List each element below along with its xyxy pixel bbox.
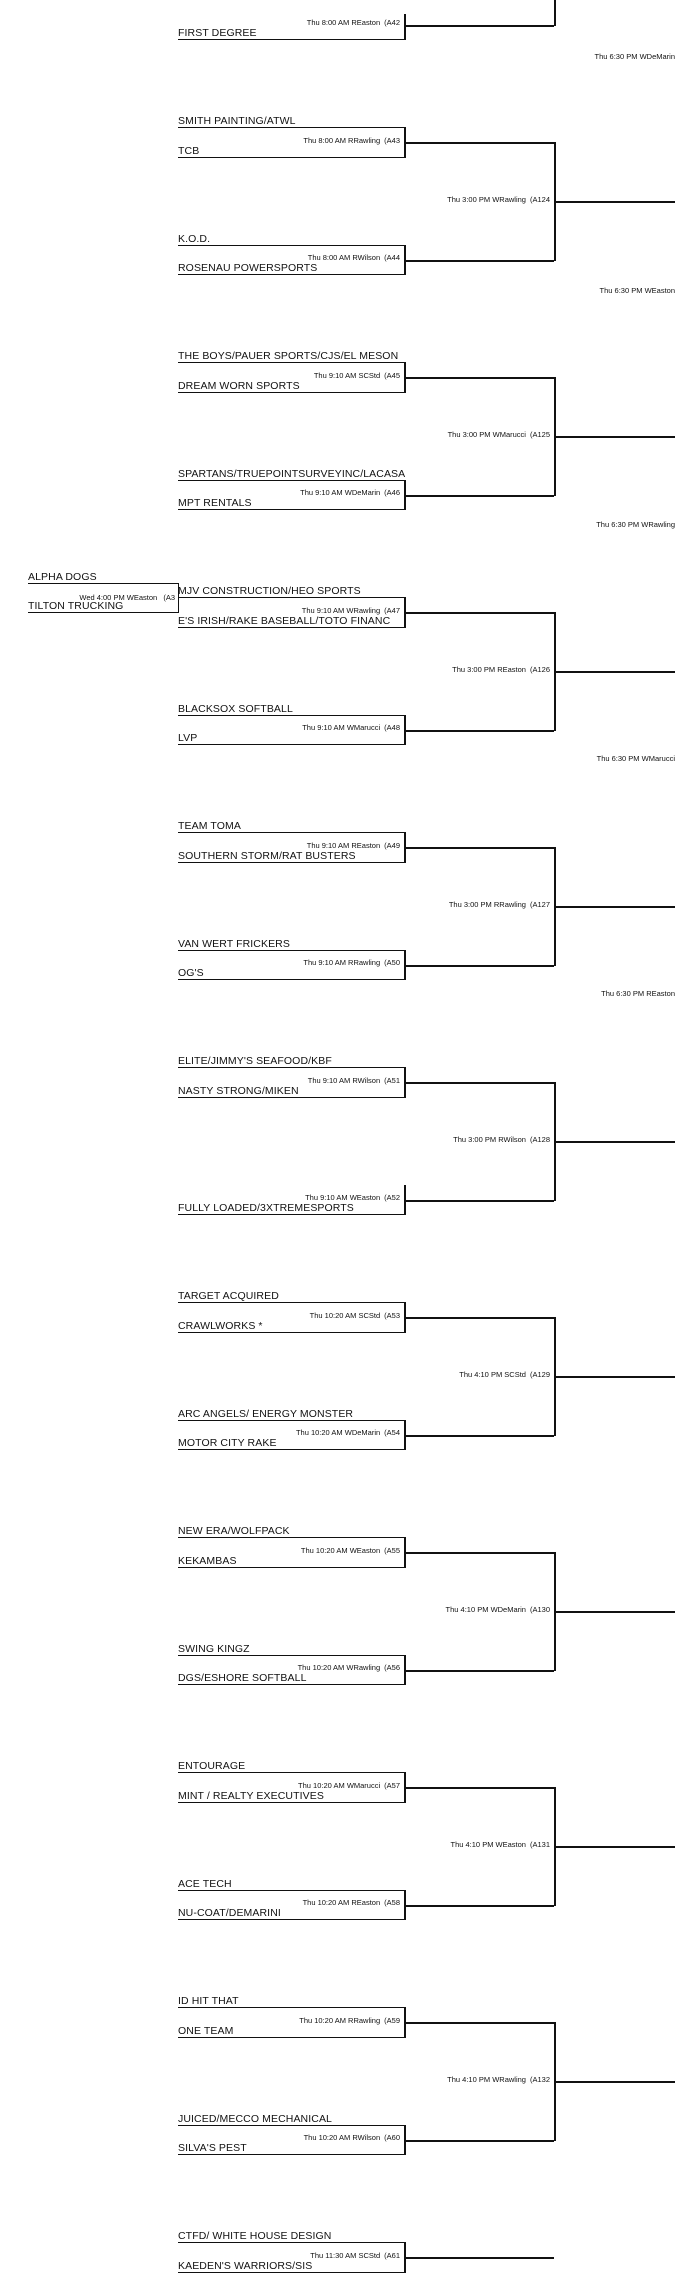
game-time: Thu 8:00 AM [306,18,350,27]
game-field: WRawling [346,605,381,615]
team-name[interactable]: E'S IRISH/RAKE BASEBALL/TOTO FINANC [178,614,391,627]
game-field: WMarucci [346,723,381,732]
game-field: REaston [497,664,526,674]
team-name[interactable]: SMITH PAINTING/ATWL [178,115,296,127]
game-time: Thu 11:30 AM [310,2250,357,2260]
game-time: Thu 10:20 AM [303,2133,351,2142]
bracket-connector [404,1082,554,1084]
game-info [296,1428,400,1437]
team-line [178,950,404,951]
game-code: (A50 [384,958,400,967]
game-time: Thu 9:10 AM [305,1193,348,1202]
game-time: Thu 9:10 AM [306,840,350,850]
game-code: (A3 [163,593,175,602]
bracket-connector [404,612,554,614]
game-time: Thu 10:20 AM [299,2015,346,2025]
bracket-connector [404,2257,554,2259]
team-line [178,509,404,510]
team-name[interactable]: NEW ERA/WOLFPACK [178,1525,290,1537]
team-name[interactable]: ARC ANGELS/ ENERGY MONSTER [178,1407,354,1420]
game-field: WDeMarin [344,488,381,497]
bracket-connector [404,1317,554,1319]
game-field: SCStd [504,1369,526,1379]
team-name[interactable]: KAEDEN'S WARRIORS/SIS [178,2259,313,2272]
game-code: (A43 [384,135,400,145]
game-code: (A129 [529,1369,550,1379]
team-name[interactable]: SWING KINGZ [178,1642,250,1655]
bracket-connector [554,0,556,26]
team-name[interactable]: ELITE/JIMMY'S SEAFOOD/KBF [178,1055,332,1067]
team-line [178,1567,404,1568]
game-field: REaston [351,18,381,27]
game-info [600,286,675,295]
game-code: (A54 [384,1428,400,1437]
team-name[interactable]: TARGET ACQUIRED [178,1290,279,1302]
game-code: (A128 [529,1134,550,1144]
game-field: SCStd [358,1310,381,1320]
game-field: RWilson [352,2133,381,2142]
bracket-connector [404,377,554,379]
bracket-connector [404,1552,554,1554]
team-line [178,2125,404,2126]
team-line [178,832,404,833]
game-time: Thu 10:20 AM [297,1663,345,1672]
bracket-connector [554,2081,675,2083]
game-code: (A55 [384,1545,400,1555]
game-field: WDeMarin [490,1604,526,1614]
team-name[interactable]: ACE TECH [178,1877,232,1890]
bracket-connector [554,201,675,203]
team-name[interactable]: MINT / REALTY EXECUTIVES [178,1789,324,1802]
team-line [178,1772,404,1773]
game-info [305,1193,400,1202]
team-line [178,157,404,158]
team-name[interactable]: THE BOYS/PAUER SPORTS/CJS/EL MESON [178,350,399,362]
game-field: RWilson [352,253,381,262]
team-name[interactable]: FULLY LOADED/3XTREMESPORTS [178,1202,354,1214]
game-info [302,606,400,615]
game-info [451,1840,551,1849]
team-line [178,1537,404,1538]
game-info [303,136,400,145]
bracket-connector [404,2140,554,2142]
game-field: WEaston [349,1545,381,1555]
team-name[interactable]: ID HIT THAT [178,1995,239,2007]
team-line [178,1302,404,1303]
game-info [298,1663,400,1672]
game-code: (A124 [529,194,550,204]
game-info [448,430,550,439]
team-line [178,1214,404,1215]
game-field: WDeMarin [639,52,675,61]
game-time: Thu 3:00 PM [453,1134,497,1144]
game-time: Thu 10:20 AM [295,1428,343,1437]
bracket-connector [554,671,675,673]
team-name[interactable]: NU-COAT/DEMARINI [178,1907,281,1919]
bracket-connector [404,25,554,27]
team-name[interactable]: K.O.D. [178,232,211,245]
game-time: Thu 6:30 PM [601,989,645,998]
game-field: WMarucci [346,1780,381,1790]
game-time: Thu 9:10 AM [301,605,345,615]
game-field: SCStd [358,2250,381,2260]
game-field: RRawling [348,2015,381,2025]
game-time: Thu 10:20 AM [300,1545,348,1555]
game-info [307,841,400,850]
game-code: (A56 [384,1663,400,1672]
game-code: (A46 [384,488,400,497]
game-code: (A52 [384,1193,400,1202]
game-field: REaston [351,840,381,850]
game-info [310,1311,400,1320]
team-name[interactable]: OG'S [178,967,204,979]
game-time: Wed 4:00 PM [79,593,125,602]
game-time: Thu 9:10 AM [300,488,343,497]
game-field: REaston [646,989,675,998]
game-info [298,1781,400,1790]
team-line [178,39,404,40]
bracket-connector [554,1611,675,1613]
team-name[interactable]: TEAM TOMA [178,820,241,832]
team-line [178,1097,404,1098]
team-name[interactable]: FIRST DEGREE [178,27,257,39]
game-info [447,2075,550,2084]
bracket-connector [404,495,554,497]
team-line [178,862,404,863]
team-line [178,1420,404,1421]
game-code: (A60 [384,2133,400,2142]
game-info [307,18,400,27]
game-field: REaston [351,1898,381,1907]
bracket-connector [404,1670,554,1672]
game-info [447,195,550,204]
team-name[interactable]: MJV CONSTRUCTION/HEO SPORTS [178,585,361,597]
team-line [28,583,178,584]
game-field: WEaston [126,593,158,602]
game-code: (A125 [529,429,550,439]
team-line [178,1332,404,1333]
bracket-connector [554,1376,675,1378]
game-time: Thu 10:20 AM [298,1780,345,1790]
game-code: (A45 [384,370,400,380]
game-time: Thu 6:30 PM [596,754,640,763]
game-info [303,1898,400,1907]
game-time: Thu 9:10 AM [303,958,346,967]
game-code: (A132 [529,2074,550,2084]
team-name[interactable]: VAN WERT FRICKERS [178,937,290,950]
team-name[interactable]: DREAM WORN SPORTS [178,379,300,392]
game-time: Thu 10:20 AM [302,1898,350,1907]
bracket-connector [554,906,675,908]
team-line [178,2272,404,2273]
team-line [178,627,404,628]
team-name[interactable]: BLACKSOX SOFTBALL [178,702,293,715]
team-line [178,2154,404,2155]
team-name[interactable]: ONE TEAM [178,2024,234,2037]
team-line [178,2037,404,2038]
team-name[interactable]: SOUTHERN STORM/RAT BUSTERS [178,849,356,862]
game-code: (A126 [529,664,550,674]
team-name[interactable]: TCB [178,144,200,157]
game-time: Thu 6:30 PM [594,52,638,61]
game-info [300,488,400,497]
game-field: RWilson [498,1134,526,1144]
game-time: Thu 9:10 AM [307,1075,351,1085]
team-name[interactable]: NASTY STRONG/MIKEN [178,1084,299,1097]
team-name[interactable]: CTFD/ WHITE HOUSE DESIGN [178,2230,332,2242]
team-line [178,274,404,275]
team-name[interactable]: CRAWLWORKS * [178,1319,263,1332]
team-line [178,715,404,716]
team-line [178,2007,404,2008]
game-info [308,253,400,262]
game-field: SCStd [358,370,381,380]
team-line [178,1684,404,1685]
team-name[interactable]: DGS/ESHORE SOFTBALL [178,1672,307,1684]
game-time: Thu 4:10 PM [459,1369,503,1379]
game-field: WRawling [346,1663,381,1672]
game-field: WRawling [492,194,526,204]
game-field: RRawling [348,135,381,145]
game-time: Thu 4:10 PM [450,1839,494,1849]
game-info [446,1605,550,1614]
bracket-connector [404,2022,554,2024]
team-line [178,1802,404,1803]
game-code: (A130 [529,1604,550,1614]
bracket-connector [178,583,179,613]
game-time: Thu 10:20 AM [309,1310,357,1320]
team-line [178,2242,404,2243]
game-code: (A127 [529,899,550,909]
game-info [303,958,400,967]
game-info [449,900,550,909]
team-name[interactable]: TILTON TRUCKING [28,600,124,612]
game-code: (A59 [384,2015,400,2025]
game-field: WRawling [492,2074,526,2084]
team-name[interactable]: ROSENAU POWERSPORTS [178,262,318,274]
game-field: WEaston [349,1193,381,1202]
game-field: WEaston [644,286,675,295]
team-line [178,1449,404,1450]
game-code: (A131 [529,1839,550,1849]
game-code: (A42 [384,18,400,27]
game-code: (A58 [384,1898,400,1907]
game-time: Thu 8:00 AM [307,253,351,262]
game-field: WMarucci [641,754,675,763]
team-line [178,1067,404,1068]
bracket-connector [404,1905,554,1907]
team-name[interactable]: KEKAMBAS [178,1554,237,1567]
game-info [79,593,175,602]
bracket-connector [554,1141,675,1143]
game-field: RRawling [493,899,526,909]
game-field: WDeMarin [344,1428,381,1437]
game-info [301,1546,400,1555]
game-info [304,2133,400,2142]
game-field: RRawling [348,958,381,967]
game-time: Thu 3:00 PM [447,194,491,204]
game-time: Thu 4:10 PM [445,1604,489,1614]
team-line [178,1655,404,1656]
game-field: WMarucci [492,429,526,439]
team-name[interactable]: SILVA'S PEST [178,2142,247,2154]
bracket-connector [404,1435,554,1437]
game-info [308,1076,400,1085]
team-line [178,392,404,393]
bracket-connector [404,847,554,849]
bracket-connector [404,965,554,967]
bracket-connector [404,260,554,262]
bracket-connector [404,142,554,144]
game-info [459,1370,550,1379]
team-line [178,127,404,128]
game-info [314,371,400,380]
game-time: Thu 3:00 PM [447,429,491,439]
team-line [178,597,404,598]
game-field: WRawling [641,520,675,529]
team-line [178,744,404,745]
team-line [178,245,404,246]
game-time: Thu 3:00 PM [448,899,492,909]
team-line [178,1890,404,1891]
bracket-connector [554,436,675,438]
team-line [28,612,178,613]
game-field: WEaston [495,1839,526,1849]
game-info [595,52,675,61]
game-time: Thu 9:10 AM [302,723,345,732]
team-line [178,362,404,363]
team-line [178,979,404,980]
game-code: (A48 [384,723,400,732]
game-info [302,723,400,732]
game-code: (A61 [384,2250,400,2260]
game-code: (A49 [384,840,400,850]
game-info [597,754,675,763]
game-info [299,2016,400,2025]
bracket-connector [404,1787,554,1789]
team-line [178,1919,404,1920]
game-info [453,1135,550,1144]
game-info [596,520,675,529]
game-time: Thu 6:30 PM [596,520,640,529]
team-name[interactable]: MPT RENTALS [178,497,252,509]
team-name[interactable]: LVP [178,732,198,744]
game-code: (A53 [384,1310,400,1320]
team-name[interactable]: ALPHA DOGS [28,571,97,583]
game-info [601,989,675,998]
team-name[interactable]: SPARTANS/TRUEPOINTSURVEYINC/LACASA [178,467,406,480]
bracket-connector [404,730,554,732]
team-name[interactable]: ENTOURAGE [178,1760,246,1772]
game-code: (A47 [384,605,400,615]
game-time: Thu 8:00 AM [303,135,346,145]
game-info [452,665,550,674]
team-name[interactable]: JUICED/MECCO MECHANICAL [178,2112,332,2125]
game-time: Thu 6:30 PM [599,286,643,295]
team-line [178,480,404,481]
game-code: (A44 [384,253,400,262]
bracket-connector [554,1846,675,1848]
game-field: RWilson [352,1075,381,1085]
game-time: Thu 3:00 PM [452,664,496,674]
game-code: (A51 [384,1075,400,1085]
bracket-connector [404,14,406,40]
game-time: Thu 9:10 AM [313,370,357,380]
game-info [310,2251,400,2260]
team-name[interactable]: MOTOR CITY RAKE [178,1437,277,1449]
game-code: (A57 [384,1780,400,1790]
game-time: Thu 4:10 PM [447,2074,491,2084]
